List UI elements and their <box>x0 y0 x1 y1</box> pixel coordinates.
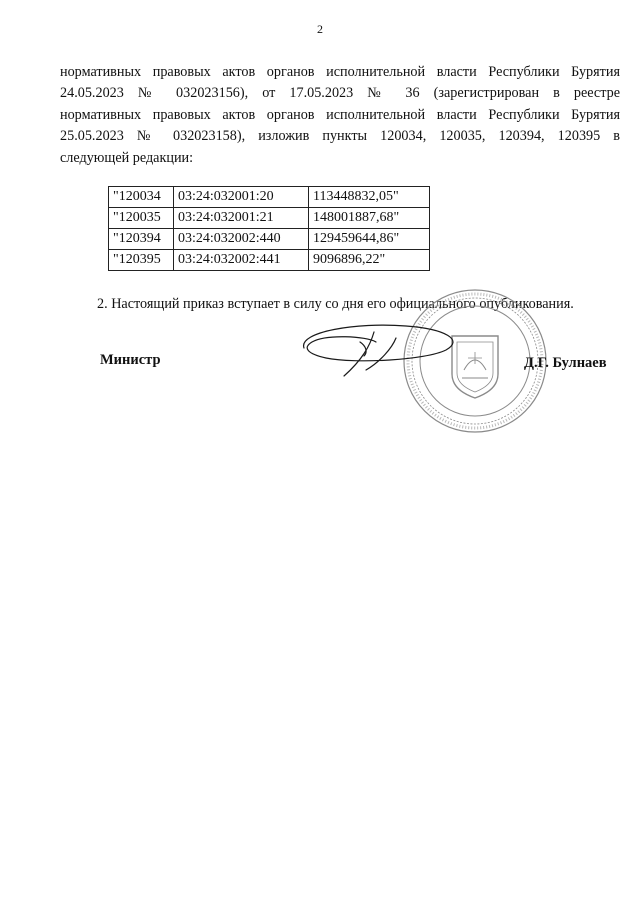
paragraph-line: нормативных правовых актов органов исполнительной власти Республики Бурятия <box>60 106 620 123</box>
paragraph-line: 24.05.2023 № 032023156), от 17.05.2023 № 36 (зарегистрирован в реестре <box>60 85 620 102</box>
paragraph-line: следующей редакции: <box>60 149 194 166</box>
signature-icon <box>296 318 466 382</box>
signatory-name: Д.Г. Булнаев <box>524 355 607 371</box>
table-cell: 148001887,68" <box>309 208 430 229</box>
table-row <box>109 250 430 271</box>
table-cell: "120395 <box>109 250 174 271</box>
page-number: 2 <box>317 22 323 36</box>
table-cell: "120034 <box>109 187 174 208</box>
table-cell: 03:24:032001:20 <box>174 187 309 208</box>
table-cell: 129459644,86" <box>309 229 430 250</box>
paragraph-point-2: 2. Настоящий приказ вступает в силу со дня его официального опубликования. <box>97 296 574 312</box>
table-cell: 03:24:032002:441 <box>174 250 309 271</box>
table-cell: 03:24:032001:21 <box>174 208 309 229</box>
table-cell: 9096896,22" <box>309 250 430 271</box>
table-cell: "120394 <box>109 229 174 250</box>
table-row <box>109 229 430 250</box>
cadastral-table <box>108 186 430 271</box>
body-paragraph <box>60 62 620 169</box>
table-row <box>109 208 430 229</box>
minister-title: Министр <box>100 352 161 368</box>
table-row <box>109 187 430 208</box>
paragraph-line: 25.05.2023 № 032023158), изложив пункты 120034, 120035, 120394, 120395 в <box>60 128 620 145</box>
table-cell: 113448832,05" <box>309 187 430 208</box>
table-cell: "120035 <box>109 208 174 229</box>
paragraph-line: нормативных правовых актов органов исполнительной власти Республики Бурятия <box>60 64 620 80</box>
table-cell: 03:24:032002:440 <box>174 229 309 250</box>
